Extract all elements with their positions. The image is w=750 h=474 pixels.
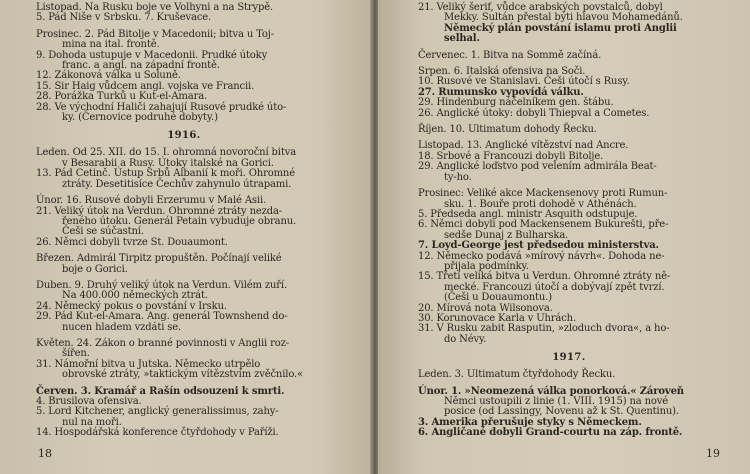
text-line: sedše Dunaj z Bulharska. — [444, 229, 569, 241]
text-line: Březen. Admirál Tirpitz propuštěn. Počínají veliké — [36, 253, 282, 265]
text-line: Na 400.000 německých ztrát. — [62, 290, 208, 302]
text-line: Listopad. 13. Anglické vítězství nad Ancre. — [418, 140, 629, 152]
text-line: Červenec. 1. Bitva na Sommě začíná. — [418, 49, 602, 61]
text-line: 29. Anglické loďstvo pod velením admirála Beat- — [418, 161, 657, 173]
text-line: 9. Dohoda ustupuje v Macedonii. Prudké útoky — [36, 49, 268, 61]
text-line: posice (od Lassingy, Novenu až k St. Quentinu). — [444, 406, 679, 418]
text-line: 20. Mírová nota Wilsonova. — [418, 302, 553, 314]
text-line: mecké. Francouzi útočí a dobývají zpět tvrzí. — [444, 281, 665, 293]
text-line: do Névy. — [444, 333, 487, 345]
text-line: Češi se súčastní. — [62, 226, 144, 238]
text-line: (Češi u Douaumontu.) — [444, 292, 552, 304]
chronology-entry — [36, 3, 332, 24]
text-line: 21. Veliký útok na Verdun. Ohromné ztráty nezda- — [36, 205, 283, 217]
text-line: 27. Rumunsko vypovídá válku. — [418, 86, 584, 98]
text-line: šířen. — [62, 348, 90, 360]
chronology-entry — [36, 30, 332, 124]
text-line: Listopad. Na Rusku boje ve Volhyni a na Strypě. — [36, 2, 274, 13]
right-page-text — [418, 3, 720, 445]
text-line: Květen. 24. Zákon o branné povinnosti v Anglii roz- — [36, 337, 289, 349]
text-line: Leden. 3. Ultimatum čtyřdohody Řecku. — [418, 369, 616, 381]
text-line: 5. Pád Niše v Srbsku. 7. Kruševace. — [36, 12, 212, 24]
chronology-entry — [36, 281, 332, 333]
left-page-number: 18 — [38, 447, 52, 460]
chronology-entry — [418, 141, 720, 183]
text-line: 12. Zákonová válka u Soluně. — [36, 70, 181, 82]
text-line: 5. Předseda angl. ministr Asquith odstupuje. — [418, 208, 638, 220]
text-line: 21. Veliký šerif, vůdce arabských povstalců, dobyl — [418, 2, 663, 13]
left-page-text — [36, 3, 332, 445]
text-line: 18. Srbové a Francouzi dobyli Bitolje. — [418, 150, 604, 162]
text-line: Únor. 16. Rusové dobyli Erzerumu v Malé Asii. — [36, 195, 267, 207]
text-line: 6. Němci dobyli pod Mackensenem Bukurešti, pře- — [418, 219, 669, 231]
text-line: 4. Brusilova ofensiva. — [36, 396, 142, 407]
text-line: franc. a angl. na západní frontě. — [62, 60, 220, 72]
text-line: Prosinec: Veliké akce Mackensenovy proti Rumun- — [418, 188, 668, 200]
right-page-number: 19 — [706, 447, 720, 460]
text-line: 14. Hospodářská konference čtyřdohody v Paříži. — [36, 427, 279, 439]
chronology-entry — [418, 3, 720, 45]
chronology-entry — [36, 339, 332, 381]
text-line: Únor. 1. »Neomezená válka ponorková.« Zároveň — [418, 385, 684, 397]
text-line: v Besarabii a Rusy. Útoky italské na Gorici. — [62, 157, 274, 169]
text-line: 31. V Rusku zabit Rasputin, »zloduch dvora«, a ho- — [418, 323, 670, 335]
text-line: 15. Sir Haig vůdcem angl. vojska ve Francii. — [36, 80, 255, 92]
text-line: 3. Amerika přerušuje styky s Německem. — [418, 416, 642, 428]
chronology-entry — [418, 67, 720, 119]
text-line: Srpen. 6. Italská ofensiva na Soči. — [418, 66, 586, 78]
left-page — [0, 0, 372, 474]
text-line: 28. Ve východní Haliči zahajují Rusové prudké úto- — [36, 101, 287, 113]
text-line: Říjen. 10. Ultimatum dohody Řecku. — [418, 124, 597, 136]
year-heading: 1916. — [167, 130, 201, 142]
text-line: selhal. — [444, 33, 480, 45]
year-heading: 1917. — [552, 352, 586, 364]
text-line: 5. Lord Kitchener, anglický generalissimus, zahy- — [36, 406, 279, 418]
text-line: přijala podmínky. — [444, 260, 529, 272]
chronology-entry — [36, 387, 332, 439]
chronology-entry — [36, 254, 332, 275]
chronology-entry — [36, 196, 332, 248]
text-line: 10. Rusové ve Stanislavi. Češi útočí s Rusy. — [418, 76, 630, 88]
text-line: Prosinec. 2. Pád Bitolje v Macedonii; bitva u Toj- — [36, 28, 274, 40]
text-line: 13. Pád Cetinč. Ústup Srbů Albanií k moři. Ohromné — [36, 168, 295, 180]
text-line: 30. Korunovace Karla v Uhrách. — [418, 312, 577, 324]
chronology-entry — [418, 370, 720, 380]
text-line: 15. Třetí veliká bitva u Verdun. Ohromné ztráty ně- — [418, 271, 671, 283]
text-line: Duben. 9. Druhý veliký útok na Verdun. Vilém zuří. — [36, 279, 287, 291]
text-line: 7. Loyd-George jest předsedou ministerstva. — [418, 240, 659, 252]
text-line: 6. Angličané dobyli Grand-courtu na záp. frontě. — [418, 427, 683, 439]
text-line: 31. Námořní bitva u Jutska. Německo utrpělo — [36, 358, 261, 370]
text-line: Mekky. Sultán přestal býti hlavou Mohamedánů. — [444, 12, 683, 24]
text-line: Němci ustoupili z linie (1. VIII. 1915) na nové — [444, 396, 669, 407]
text-line: 26. Anglické útoky: dobyli Thiepval a Cometes. — [418, 107, 650, 119]
text-line: ty-ho. — [444, 171, 472, 183]
text-line: 29. Pád Kut-el-Amara. Ang. generál Townshend do- — [36, 311, 288, 323]
text-line: mina na ital. frontě. — [62, 39, 160, 51]
text-line: 26. Němci dobyli tvrze St. Douaumont. — [36, 236, 228, 248]
text-line: nul na moři. — [62, 416, 122, 428]
text-line: Červen. 3. Kramář a Rašín odsouzeni k smrti. — [36, 385, 285, 397]
text-line: obrovské ztráty, »taktickým vítězstvím zvěčnilo.« — [62, 369, 304, 381]
text-line: boje o Gorici. — [62, 263, 128, 275]
text-line: 29. Hindenburg náčelníkem gen. štábu. — [418, 97, 614, 109]
chronology-entry — [418, 189, 720, 345]
text-line: ky. (Černovice podruhé dobyty.) — [62, 112, 218, 124]
text-line: 12. Německo podává »mírový návrh«. Dohoda ne- — [418, 250, 665, 262]
right-page — [378, 0, 750, 474]
text-line: 24. Německý pokus o povstání v Irsku. — [36, 300, 227, 312]
chronology-entry — [36, 148, 332, 190]
chronology-entry — [418, 387, 720, 439]
chronology-entry — [418, 125, 720, 135]
text-line: sku. 1. Bouře proti dohodě v Athénách. — [444, 198, 637, 210]
text-line: nucen hladem vzdáti se. — [62, 321, 182, 333]
chronology-entry — [418, 51, 720, 61]
text-line: 28. Porážka Turků u Kut-el-Amara. — [36, 91, 208, 103]
text-line: ztráty. Desetitisíce Čechův zahynulo útrapami. — [62, 178, 292, 190]
text-line: Německý plán povstání islamu proti Anglii — [444, 22, 677, 34]
text-line: řeného útoku. Generál Petain vybuduje obranu. — [62, 215, 297, 227]
text-line: Leden. Od 25. XII. do 15. I. ohromná novoroční bitva — [36, 147, 297, 159]
